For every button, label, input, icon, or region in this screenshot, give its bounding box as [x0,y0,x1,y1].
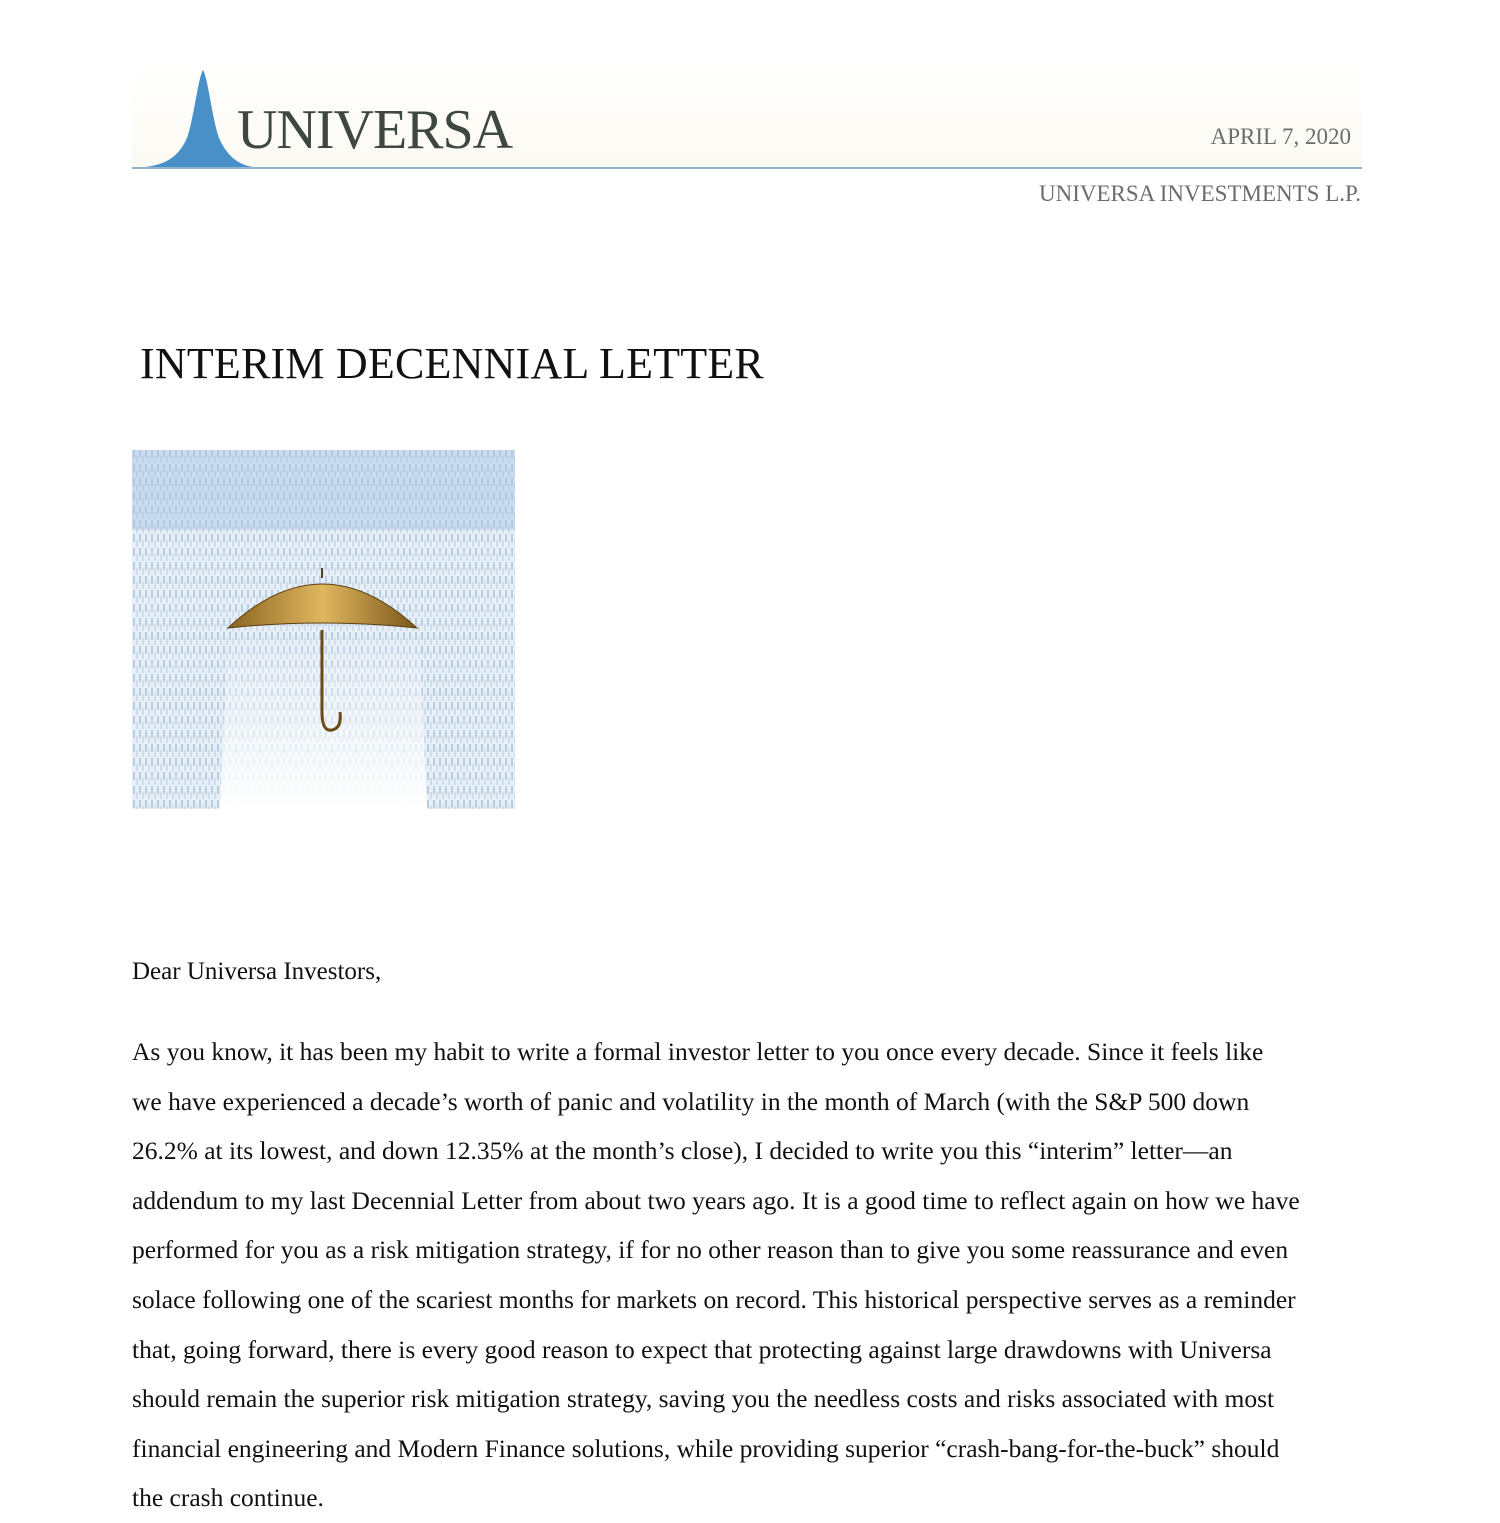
paragraph-line: performed for you as a risk mitigation strategy, if for no other reason than to give you some reassurance and even [132,1235,1289,1265]
salutation: Dear Universa Investors, [132,958,382,985]
paragraph-line: we have experienced a decade’s worth of panic and volatility in the month of March (with the S&P 500 down [132,1086,1250,1116]
paragraph-line: As you know, it has been my habit to write a formal investor letter to you once every decade. Since it feels like [132,1037,1264,1066]
page-title: INTERIM DECENNIAL LETTER [140,339,764,388]
paragraph-line: addendum to my last Decennial Letter from about two years ago. It is a good time to reflect again on how we have [132,1185,1300,1215]
paragraph-line: the crash continue. [132,1483,324,1513]
paragraph-line: financial engineering and Modern Finance solutions, while providing superior “crash-bang-for-the-buck” should [132,1433,1280,1463]
paragraph-line: that, going forward, there is every good reason to expect that protecting against large drawdowns with Universa [132,1334,1272,1364]
paragraph-line: should remain the superior risk mitigation strategy, saving you the needless costs and risks associated with most [132,1384,1275,1414]
company-name: UNIVERSA INVESTMENTS L.P. [1038,181,1361,206]
logo-text: UNIVERSA [237,99,513,161]
letter-date: APRIL 7, 2020 [1210,124,1351,149]
paragraph-line: 26.2% at its lowest, and down 12.35% at the month’s close), I decided to write you this “interim” letter—an [132,1136,1233,1166]
letter-paragraph [132,1027,1300,1523]
header-rule [132,167,1362,169]
umbrella-in-rain-icon [132,450,515,809]
paragraph-line: solace following one of the scariest months for markets on record. This historical perspective serves as a reminder [132,1284,1296,1314]
